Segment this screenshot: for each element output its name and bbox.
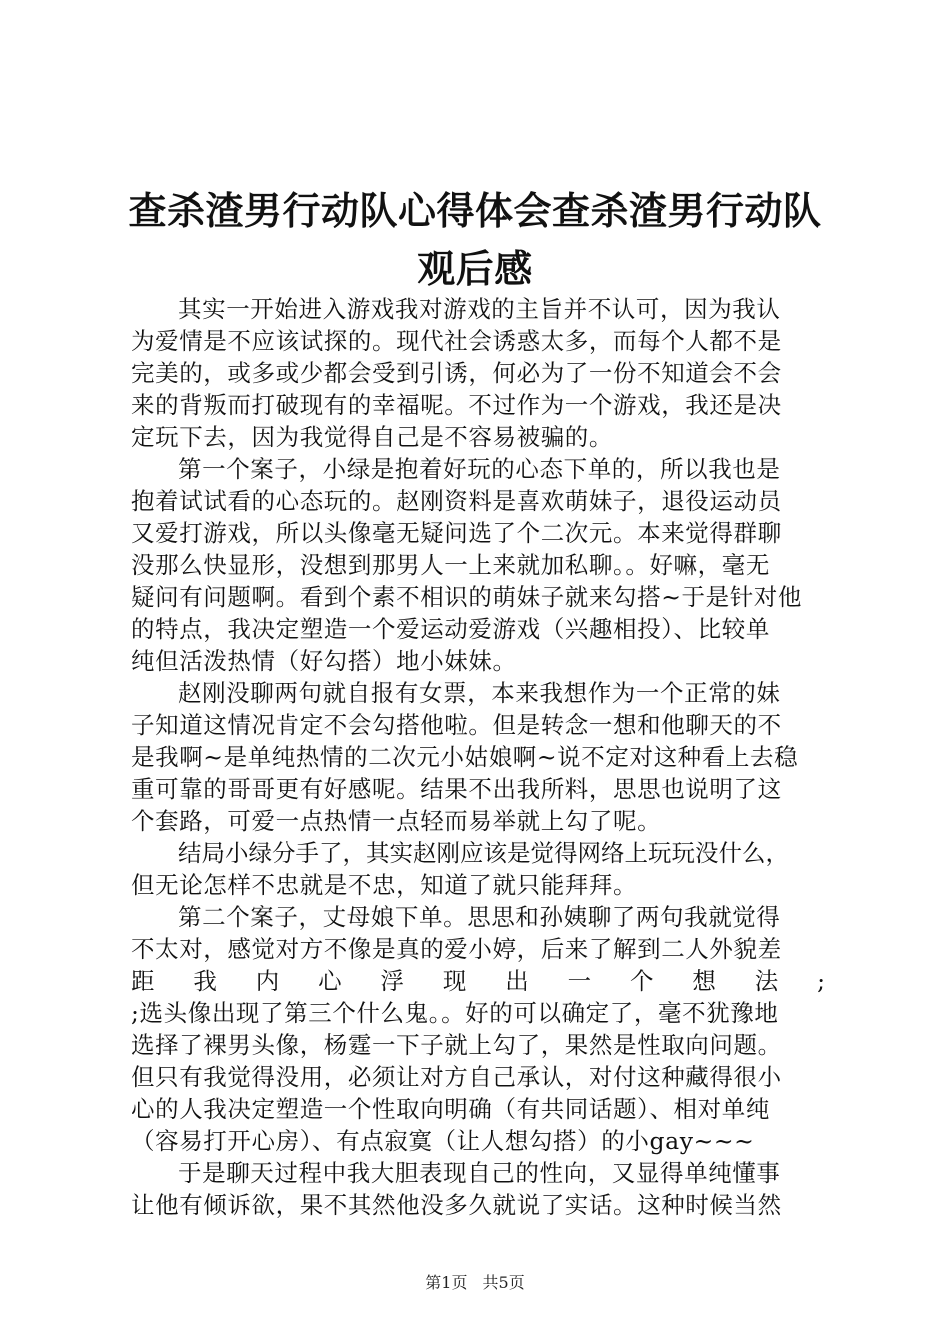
text-line: 个套路，可爱一点热情一点轻而易举就上勾了呢。 xyxy=(131,807,662,835)
page-total: 共5页 xyxy=(482,1273,525,1292)
text-line: ;选头像出现了第三个什么鬼。。好的可以确定了，毫不犹豫地 xyxy=(131,999,779,1027)
text-line: 的特点，我决定塑造一个爱运动爱游戏（兴趣相投）、比较单 xyxy=(131,615,770,643)
paragraph-1 xyxy=(131,293,831,453)
text-line: 重可靠的哥哥更有好感呢。结果不出我所料，思思也说明了这 xyxy=(131,775,782,803)
text-line: 心的人我决定塑造一个性取向明确（有共同话题）、相对单纯 xyxy=(131,1095,770,1123)
document-body xyxy=(131,293,831,1221)
paragraph-4 xyxy=(131,837,831,901)
text-line: 于是聊天过程中我大胆表现自己的性向，又显得单纯懂事 xyxy=(178,1159,781,1187)
text-line: 没那么快显形，没想到那男人一上来就加私聊。。好嘛，毫无 xyxy=(131,551,770,579)
document-title: 查杀渣男行动队心得体会查杀渣男行动队观后感 xyxy=(128,189,822,291)
text-line: 又爱打游戏，所以头像毫无疑问选了个二次元。本来觉得群聊 xyxy=(131,519,782,547)
page-footer xyxy=(0,1270,950,1293)
text-line: （容易打开心房）、有点寂寞（让人想勾搭）的小gay~~~ xyxy=(131,1127,755,1155)
text-line: 来的背叛而打破现有的幸福呢。不过作为一个游戏，我还是决 xyxy=(131,391,782,419)
paragraph-3 xyxy=(131,677,831,837)
text-line: 完美的，或多或少都会受到引诱，何必为了一份不知道会不会 xyxy=(131,359,782,387)
text-line: 选择了裸男头像，杨霆一下子就上勾了，果然是性取向问题。 xyxy=(131,1031,782,1059)
paragraph-6 xyxy=(131,1157,831,1221)
text-line: 定玩下去，因为我觉得自己是不容易被骗的。 xyxy=(131,423,613,451)
text-line: 疑问有问题啊。看到个素不相识的萌妹子就来勾搭~于是针对他 xyxy=(131,583,802,611)
text-line: 纯但活泼热情（好勾搭）地小妹妹。 xyxy=(131,647,517,675)
page-number: 第1页 xyxy=(425,1273,468,1292)
text-line: 但无论怎样不忠就是不忠，知道了就只能拜拜。 xyxy=(131,871,638,899)
text-line: 结局小绿分手了，其实赵刚应该是觉得网络上玩玩没什么， xyxy=(178,839,789,867)
text-line: 抱着试试看的心态玩的。赵刚资料是喜欢萌妹子，退役运动员 xyxy=(131,487,782,515)
text-line: 子知道这情况肯定不会勾搭他啦。但是转念一想和他聊天的不 xyxy=(131,711,782,739)
text-line: 赵刚没聊两句就自报有女票，本来我想作为一个正常的妹 xyxy=(178,679,781,707)
paragraph-5 xyxy=(131,901,831,1157)
paragraph-2 xyxy=(131,453,831,677)
text-line: 但只有我觉得没用，必须让对方自己承认，对付这种藏得很小 xyxy=(131,1063,782,1091)
text-line: 第一个案子，小绿是抱着好玩的心态下单的，所以我也是 xyxy=(178,455,781,483)
text-line: 让他有倾诉欲，果不其然他没多久就说了实话。这种时候当然 xyxy=(131,1191,782,1219)
text-line: 为爱情是不应该试探的。现代社会诱惑太多，而每个人都不是 xyxy=(131,327,782,355)
text-line-spread: 距我内心浮现出一个想法; xyxy=(131,967,831,995)
text-line: 不太对，感觉对方不像是真的爱小婷，后来了解到二人外貌差 xyxy=(131,935,782,963)
text-line: 其实一开始进入游戏我对游戏的主旨并不认可，因为我认 xyxy=(178,295,781,323)
text-line: 是我啊~是单纯热情的二次元小姑娘啊~说不定对这种看上去稳 xyxy=(131,743,799,771)
text-line: 第二个案子，丈母娘下单。思思和孙姨聊了两句我就觉得 xyxy=(178,903,781,931)
